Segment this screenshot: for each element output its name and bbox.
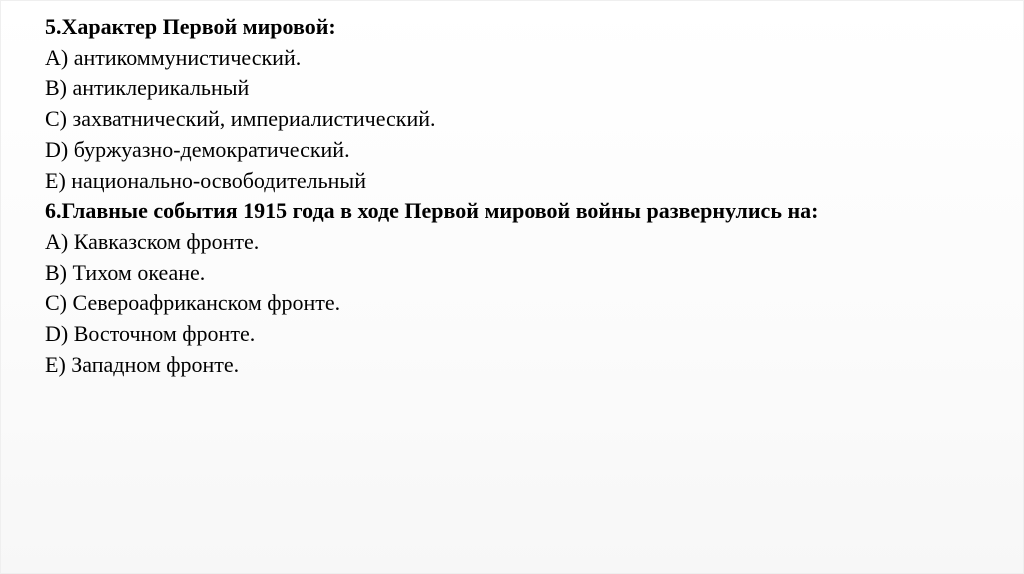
question-5-option-e: Е) национально-освободительный xyxy=(45,167,366,193)
question-6-option-a: А) Кавказском фронте. xyxy=(45,228,260,254)
slide-content xyxy=(45,12,975,380)
question-6-option-c: С) Североафриканском фронте. xyxy=(45,290,341,316)
question-5-title: 5.Характер Первой мировой: xyxy=(45,14,336,39)
question-5-option-a: А) антикоммунистический. xyxy=(45,44,302,70)
question-6-option-d: D) Восточном фронте. xyxy=(45,321,256,347)
question-5-option-d: D) буржуазно-демократический. xyxy=(45,136,350,162)
question-6-option-b: В) Тихом океане. xyxy=(45,259,206,285)
question-5-option-b: В) антиклерикальный xyxy=(45,75,250,101)
question-6-title: 6.Главные события 1915 года в ходе Первой мировой войны развернулись на: xyxy=(45,198,819,224)
question-5-option-c: С) захватнический, империалистический. xyxy=(45,106,436,132)
question-6-option-e: Е) Западном фронте. xyxy=(45,351,240,377)
